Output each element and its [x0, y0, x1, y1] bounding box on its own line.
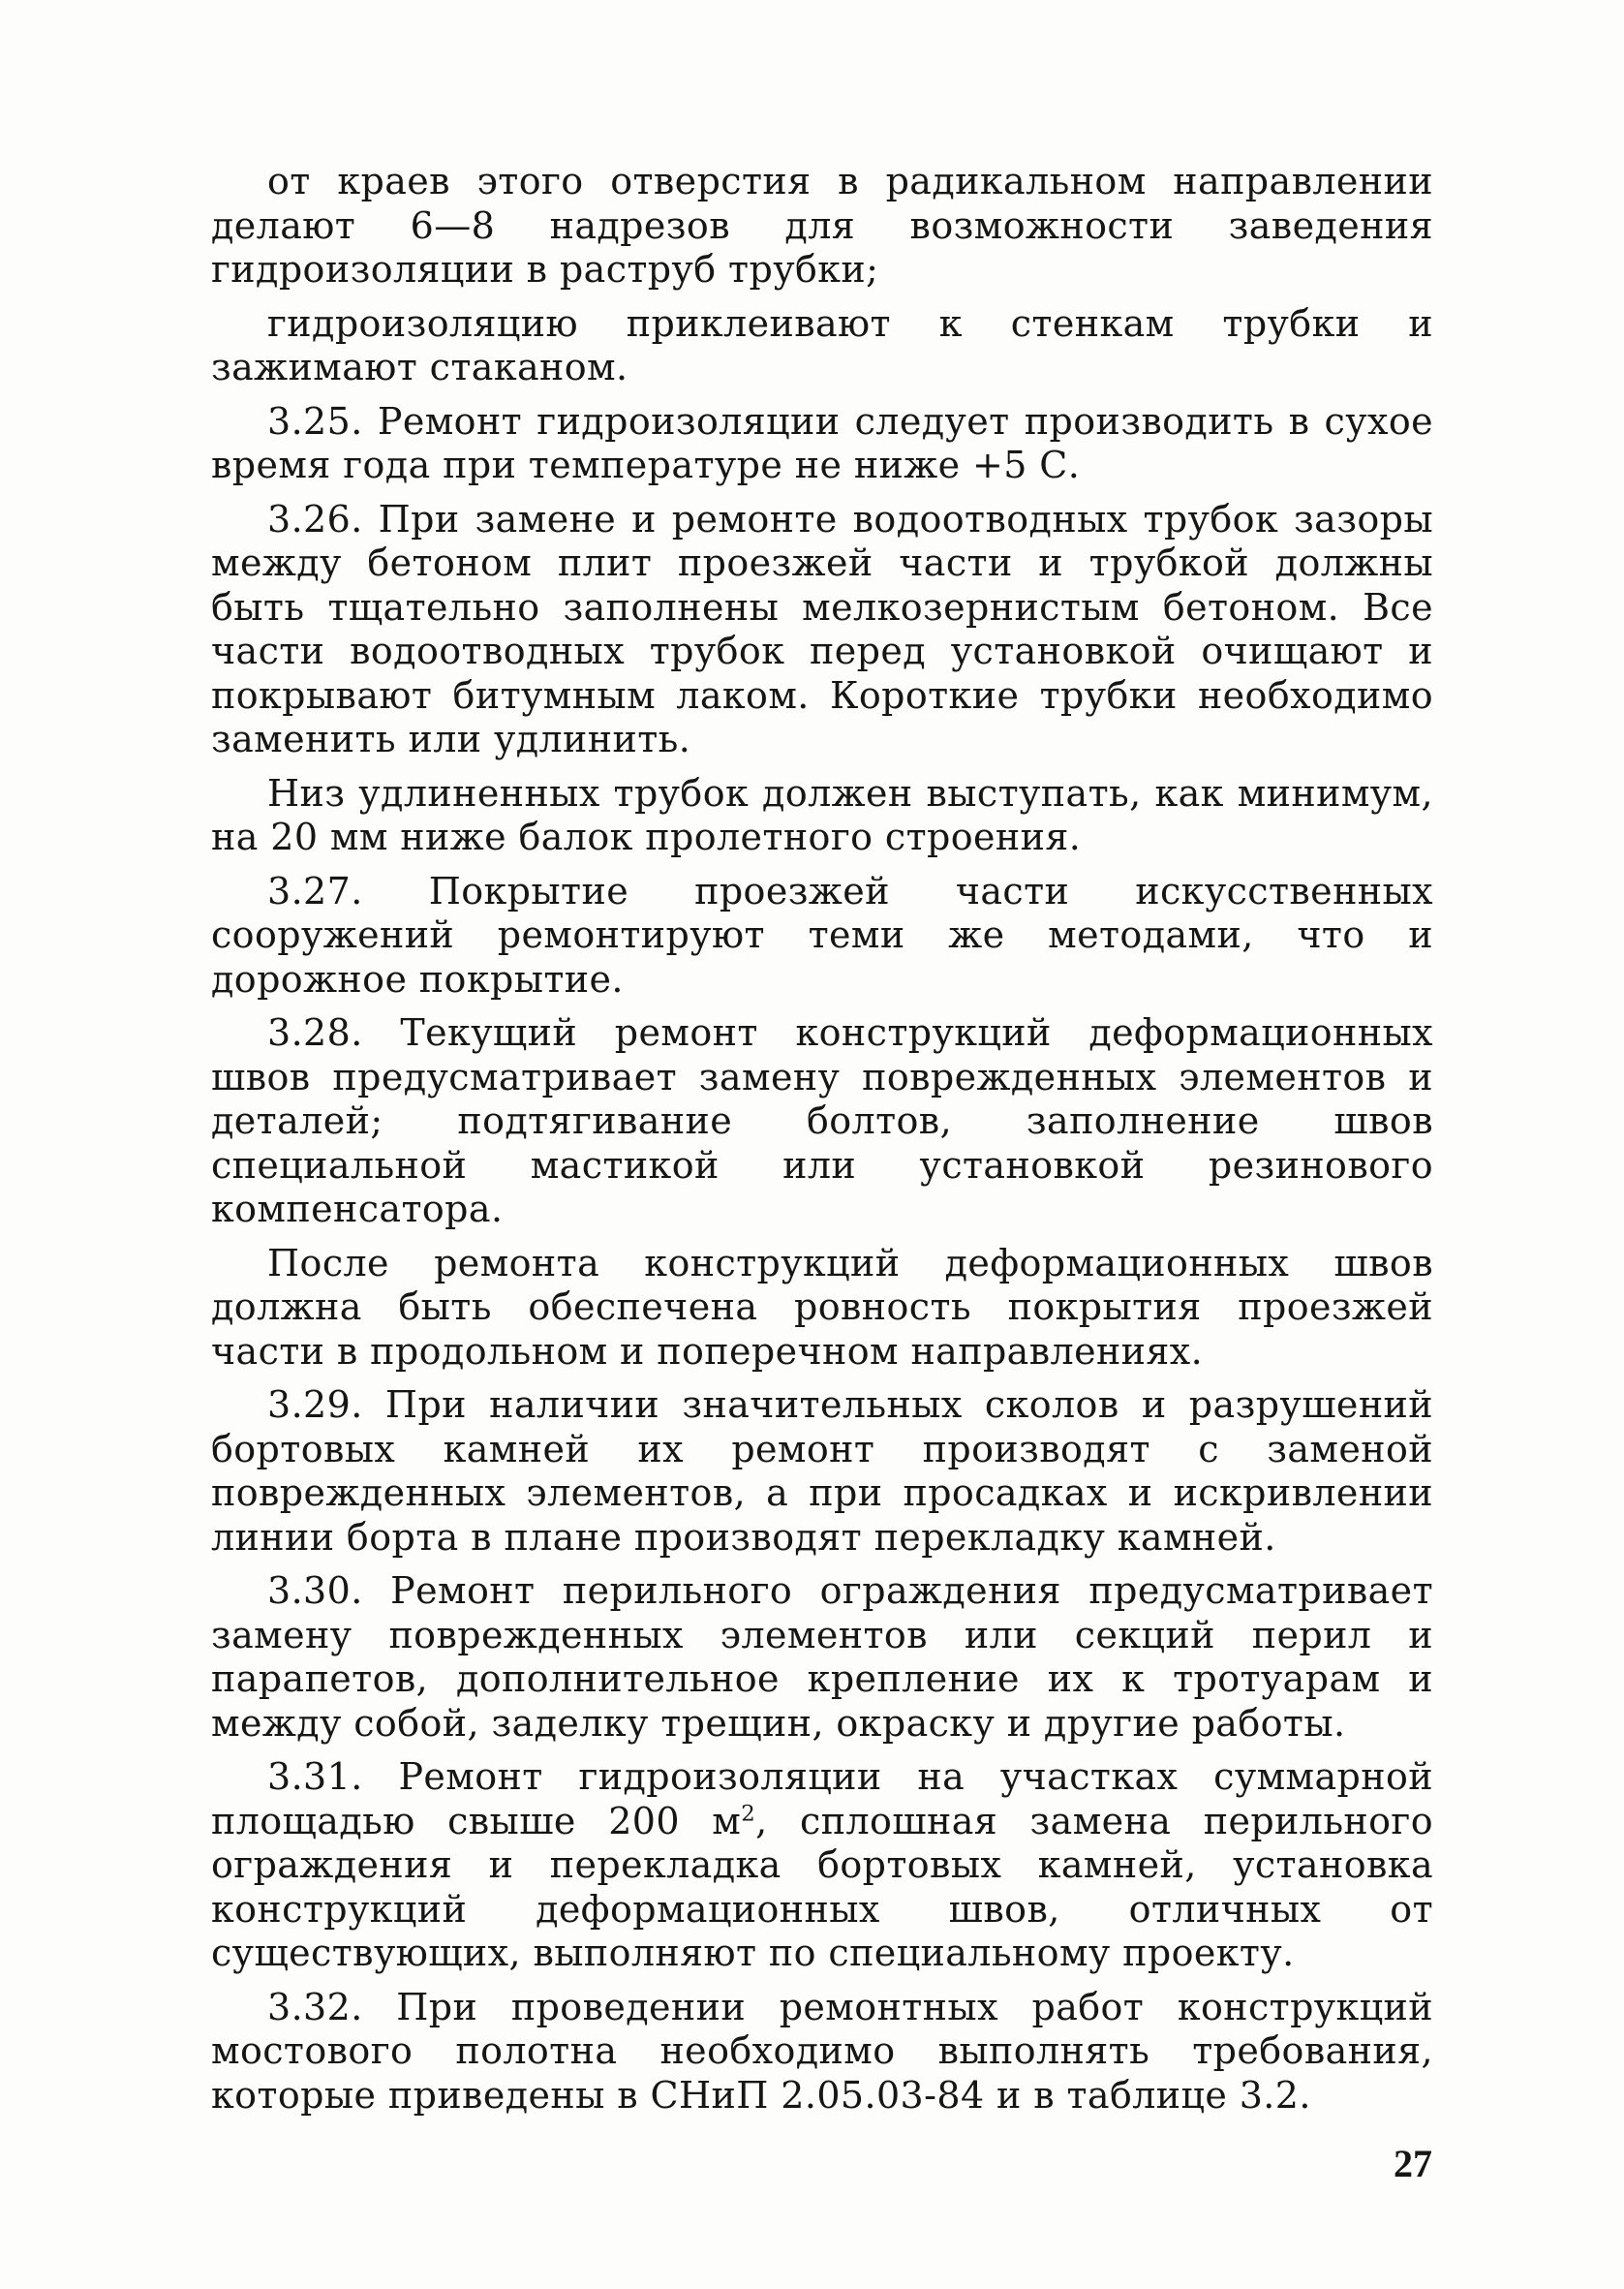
superscript: 2 — [741, 1800, 756, 1826]
paragraph-3-31-text-end: , сплошная замена перильного ограждения и перекладка бортовых камней, установка конструкций деформационных швов, отличных от существующих, выполняют по специальному проекту. — [211, 1799, 1433, 1974]
paragraph: от краев этого отверстия в радикальном направлении делают 6—8 надрезов для возможности заведения гидроизоляции в раструб трубки; — [211, 160, 1433, 291]
paragraph-3-29: 3.29. При наличии значительных сколов и разрушений бортовых камней их ремонт производят с заменой поврежденных элементов, а при просадках и искривлении линии борта в плане производят перекладку камней. — [211, 1383, 1433, 1559]
paragraph-3-26: 3.26. При замене и ремонте водоотводных трубок зазоры между бетоном плит проезжей части и трубкой должны быть тщательно заполнены мелкозернистым бетоном. Все части водоотводных трубок перед установкой очищают и покрывают битумным лаком. Короткие трубки необходимо заменить или удлинить. — [211, 497, 1433, 760]
paragraph-3-31-text: 3.31. Ремонт гидроизоляции на участках суммарной площадью свыше 200 м — [211, 1755, 1433, 1842]
paragraph: Низ удлиненных трубок должен выступать, как минимум, на 20 мм ниже балок пролетного строения. — [211, 771, 1433, 858]
paragraph: гидроизоляцию приклеивают к стенкам трубки и зажимают стаканом. — [211, 301, 1433, 388]
paragraph: После ремонта конструкций деформационных швов должна быть обеспечена ровность покрытия проезжей части в продольном и поперечном направлениях. — [211, 1241, 1433, 1373]
body-text — [211, 160, 1433, 2127]
page-number: 27 — [1394, 2142, 1432, 2185]
paragraph-3-28: 3.28. Текущий ремонт конструкций деформационных швов предусматривает замену поврежденных элементов и деталей; подтягивание болтов, заполнение швов специальной мастикой или установкой резинового компенсатора. — [211, 1011, 1433, 1230]
paragraph-3-32: 3.32. При проведении ремонтных работ конструкций мостового полотна необходимо выполнять требования, которые приведены в СНиП 2.05.03-84 и в таблице 3.2. — [211, 1985, 1433, 2117]
paragraph-3-27: 3.27. Покрытие проезжей части искусственных сооружений ремонтируют теми же методами, что и дорожное покрытие. — [211, 869, 1433, 1001]
paragraph-3-31 — [211, 1755, 1433, 1976]
paragraph-3-25: 3.25. Ремонт гидроизоляции следует производить в сухое время года при температуре не ниже +5 С. — [211, 399, 1433, 486]
paragraph-3-30: 3.30. Ремонт перильного ограждения предусматривает замену поврежденных элементов или секций перил и парапетов, дополнительное крепление их к тротуарам и между собой, заделку трещин, окраску и другие работы. — [211, 1569, 1433, 1745]
